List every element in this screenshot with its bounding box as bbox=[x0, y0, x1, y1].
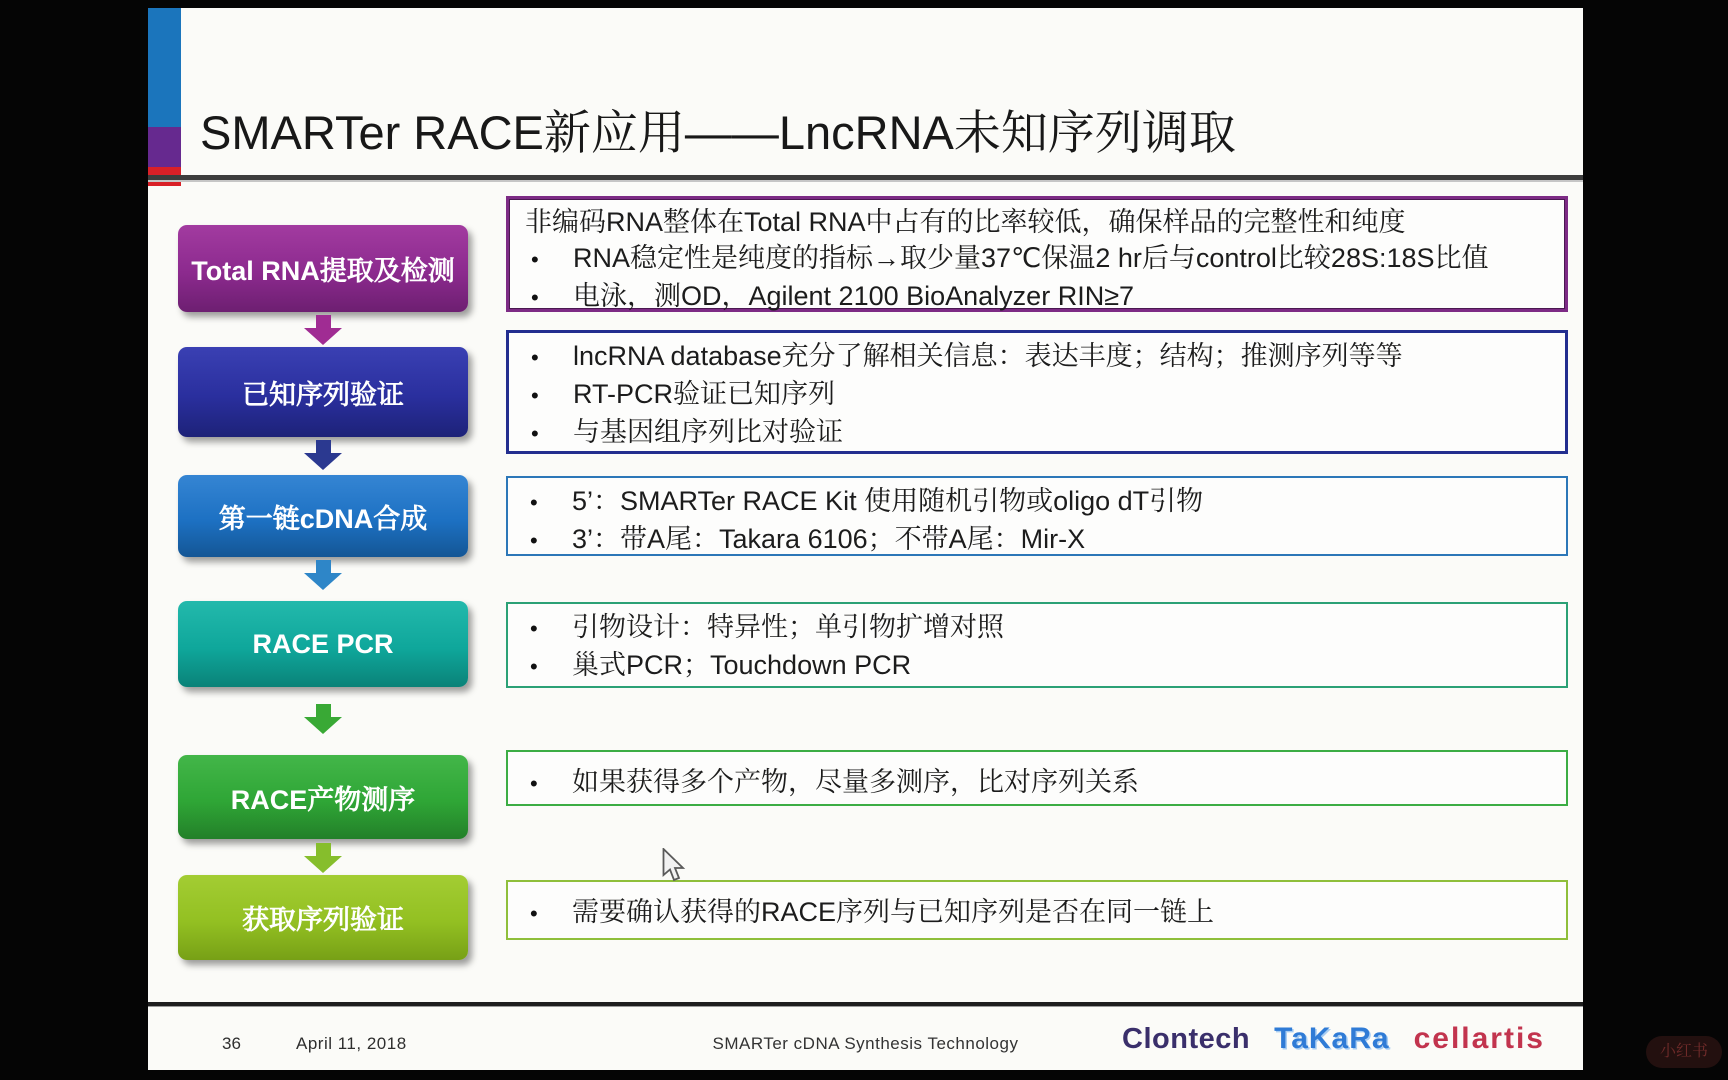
clontech-logo: Clontech bbox=[1122, 1023, 1251, 1055]
detail-box-race-pcr bbox=[506, 602, 1568, 688]
bullet-dot: • bbox=[531, 421, 539, 446]
bullet-dot: • bbox=[530, 528, 538, 553]
footer-title: SMARTer cDNA Synthesis Technology bbox=[712, 1034, 1019, 1053]
bullet-dot: • bbox=[530, 771, 538, 796]
flow-step-known-sequence bbox=[178, 347, 468, 437]
footer-divider bbox=[148, 1002, 1583, 1007]
flow-step-total-rna bbox=[178, 225, 468, 312]
flow-step-race-pcr bbox=[178, 601, 468, 687]
detail-line bbox=[524, 757, 1558, 802]
detail-text: RNA稳定性是纯度的指标→取少量37℃保温2 hr后与control比较28S:18S比值 bbox=[573, 243, 1489, 273]
arrow-down-icon bbox=[304, 704, 342, 734]
flow-step-label: 已知序列验证 bbox=[242, 379, 404, 410]
detail-text: 引物设计：特异性；单引物扩增对照 bbox=[572, 612, 1004, 642]
detail-text: lncRNA database充分了解相关信息：表达丰度；结构；推测序列等等 bbox=[573, 341, 1403, 371]
bullet-dot: • bbox=[531, 285, 539, 310]
detail-line bbox=[524, 609, 1558, 647]
flow-step-first-strand-cdna bbox=[178, 475, 468, 557]
brand-logos bbox=[1122, 1022, 1545, 1056]
bullet-dot: • bbox=[531, 247, 539, 272]
slide-footer bbox=[148, 1020, 1583, 1066]
detail-line bbox=[525, 204, 1557, 240]
detail-text: 与基因组序列比对验证 bbox=[573, 417, 843, 447]
detail-line bbox=[524, 483, 1558, 521]
accent-bar-purple bbox=[148, 127, 181, 167]
slide-date: April 11, 2018 bbox=[296, 1034, 407, 1053]
xiaohongshu-watermark: 小红书 bbox=[1646, 1036, 1722, 1068]
detail-line bbox=[525, 376, 1557, 414]
flow-step-label: RACE产物测序 bbox=[230, 784, 416, 815]
detail-line bbox=[525, 414, 1557, 452]
detail-line bbox=[524, 647, 1558, 685]
detail-text: 5’：SMARTer RACE Kit 使用随机引物或oligo dT引物 bbox=[572, 486, 1204, 516]
flow-step-label: Total RNA提取及检测 bbox=[191, 256, 455, 286]
arrow-down-icon bbox=[304, 315, 342, 345]
detail-line bbox=[524, 887, 1558, 932]
flow-step-sequence-verification bbox=[178, 875, 468, 960]
detail-box-race-product-sequencing bbox=[506, 750, 1568, 806]
detail-text: 巢式PCR；Touchdown PCR bbox=[572, 650, 912, 680]
flow-step-label: RACE PCR bbox=[252, 628, 394, 659]
mouse-cursor-icon bbox=[662, 848, 689, 890]
bullet-dot: • bbox=[531, 345, 539, 370]
arrow-down-icon bbox=[304, 843, 342, 873]
bullet-dot: • bbox=[530, 490, 538, 515]
arrow-down-icon bbox=[304, 560, 342, 590]
detail-text: 电泳，测OD，Agilent 2100 BioAnalyzer RIN≥7 bbox=[573, 281, 1135, 311]
detail-line bbox=[525, 278, 1557, 316]
detail-line bbox=[525, 240, 1557, 278]
detail-box-known-sequence bbox=[506, 330, 1568, 454]
flow-step-label: 获取序列验证 bbox=[242, 905, 404, 935]
bullet-dot: • bbox=[530, 654, 538, 679]
detail-line bbox=[524, 521, 1558, 559]
bullet-dot: • bbox=[530, 616, 538, 641]
detail-box-first-strand-cdna bbox=[506, 476, 1568, 556]
accent-bar-blue bbox=[148, 8, 181, 127]
takara-logo: TaKaRa bbox=[1274, 1022, 1390, 1055]
detail-line bbox=[525, 338, 1557, 376]
page-number: 36 bbox=[222, 1034, 241, 1053]
flow-step-race-product-sequencing bbox=[178, 755, 468, 839]
detail-text: 非编码RNA整体在Total RNA中占有的比率较低，确保样品的完整性和纯度 bbox=[525, 207, 1406, 237]
presentation-slide bbox=[148, 8, 1583, 1070]
cellartis-logo: cellartis bbox=[1413, 1022, 1545, 1055]
detail-text: 需要确认获得的RACE序列与已知序列是否在同一链上 bbox=[572, 897, 1215, 927]
flow-step-label: 第一链cDNA合成 bbox=[218, 503, 428, 534]
arrow-down-icon bbox=[304, 440, 342, 470]
detail-text: 3’：带A尾：Takara 6106；不带A尾：Mir-X bbox=[572, 524, 1086, 554]
page-title: SMARTer RACE新应用——LncRNA未知序列调取 bbox=[200, 106, 1236, 159]
detail-text: RT-PCR验证已知序列 bbox=[573, 379, 836, 409]
bullet-dot: • bbox=[531, 383, 539, 408]
title-underline bbox=[148, 175, 1583, 182]
detail-box-total-rna bbox=[506, 196, 1568, 312]
bullet-dot: • bbox=[530, 901, 538, 926]
detail-text: 如果获得多个产物，尽量多测序，比对序列关系 bbox=[572, 767, 1139, 797]
